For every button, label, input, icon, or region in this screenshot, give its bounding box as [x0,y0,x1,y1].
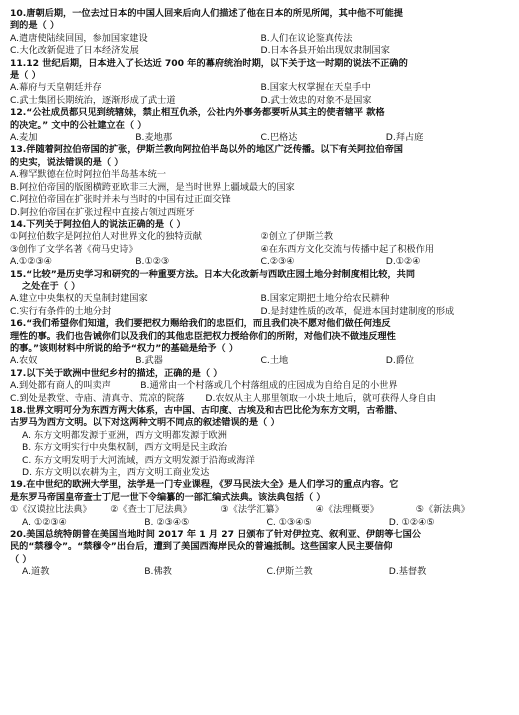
answer-b: B. ②③④⑤ [144,516,190,528]
option-d: D.日本各县开始出现奴隶制国家 [260,45,390,57]
option-b: B.通常由一个村落或几个村落组成的庄园成为自给自足的小世界 [140,380,398,392]
question-stem: 理性的事。我们也告诫你们以及我们的其他忠臣把权力授给你们的所附，对他们决不做违反理性 [10,330,396,342]
option-a: A.遣唐使陆续回国，参加国家建设 [10,32,148,44]
option-b: B.佛教 [144,566,172,578]
answer-d: D.①②④ [385,256,421,268]
question-12 [10,107,511,144]
question-14 [10,219,511,269]
option-b: B.武器 [135,355,163,367]
answer-c: C. ①③④⑤ [266,516,312,528]
option-a: A.农奴 [10,355,38,367]
option-c: C.土地 [260,355,289,367]
question-stem: 15.“比较”是历史学习和研究的一种重要方法。日本大化改新与西欧庄园土地分封制度相比较，共同 [10,268,416,280]
option-a: A.麦加 [10,132,38,144]
statement-3: ③创作了文学名著《荷马史诗》 [10,243,138,255]
statement-3: ③《法学汇纂》 [220,504,284,516]
question-stem: 18.世界文明可分为东西方两大体系，古中国、古印度、古埃及和古巴比伦为东方文明，古希腊、 [10,405,403,416]
option-a: A.幕府与天皇朝廷并存 [10,82,102,94]
question-stem: 的事。”该则材料中所说的给予“权力”的基础是给予（ ） [10,342,239,354]
statement-4: ④《法理概要》 [315,504,379,516]
option-d: D.基督教 [388,566,427,578]
option-a: A.穆罕默德在位时阿拉伯半岛基本统一 [10,169,167,181]
question-stem: 12.“公社成员都只见到统辖妹，禁止相互仇杀，公社内外事务都要听从其主的使者辖平 款格 [10,107,385,119]
question-stem: 的史实，说法错误的是（ ） [10,156,124,168]
question-stem: 是东罗马帝国皇帝查士丁尼一世下令编纂的一部汇编式法典。该法典包括（ ） [10,491,326,503]
question-17 [10,368,511,405]
question-10 [10,8,511,58]
question-stem: 14.下列关于阿拉伯人的说法正确的是（ ） [10,218,186,230]
statement-1: ①阿拉伯数字是阿拉伯人对世界文化的独特贡献 [10,231,202,243]
answer-a: A.①②③④ [10,256,52,268]
question-13 [10,144,511,218]
option-c: C. 东方文明发明于大河流域，西方文明发源于沿海或海洋 [22,454,255,466]
statement-1: ①《汉谟拉比法典》 [10,504,92,516]
question-stem: 之处在于（ ） [22,280,81,292]
option-d: D. 东方文明以农耕为主，西方文明工商业发达 [22,467,210,479]
option-a: A.道教 [22,566,50,578]
answer-c: C.②③④ [260,256,295,268]
option-c: C.大化改新促进了日本经济发展 [10,45,139,57]
question-stem: 10.唐朝后期，一位去过日本的中国人回来后向人们描述了他在日本的所见所闻，其中他不可能提 [10,8,403,19]
option-d: D.武士效忠的对象不是国家 [260,94,372,106]
option-a: A.到处都有商人的叫卖声 [10,380,111,392]
option-b: B.国家定期把土地分给农民耕种 [260,293,390,305]
option-b: B.麦地那 [135,132,173,144]
question-stem: 古罗马为西方文明。以下对这两种文明不同点的叙述错误的是（ ） [10,417,280,429]
question-stem: 是（ ） [10,70,41,82]
option-d: D.是封建性质的改革，促进本国封建制度的形成 [260,305,455,317]
question-15 [10,269,511,319]
option-a: A.建立中央集权的天皇制封建国家 [10,293,148,305]
question-stem: （ ） [10,553,32,565]
question-16 [10,318,511,368]
option-c: C.巴格达 [260,132,298,144]
option-c: C.阿拉伯帝国在扩张时并未与当时的中国有过正面交锋 [10,194,231,206]
answer-a: A. ①②③④ [22,516,67,528]
option-a: A. 东方文明都发源于亚洲，西方文明都发源于欧洲 [22,429,227,441]
option-c: C.实行有条件的土地分封 [10,305,112,317]
question-stem: 的决定。” 文中的公社建立在（ ） [10,119,147,131]
question-11 [10,58,511,108]
option-d: D.阿拉伯帝国在扩张过程中直接占领过西班牙 [10,206,195,218]
question-stem: 11.12 世纪后期，日本进入了长达近 700 年的幕府统治时期，以下关于这一时期的说法不正确的 [10,57,408,69]
option-c: C.到处是教堂、寺庙、清真寺、荒凉的院落 [10,392,185,404]
statement-5: ⑤《新法典》 [415,504,470,516]
question-18 [10,405,511,479]
question-stem: 到的是（ ） [10,20,60,32]
question-stem: 民的“禁穆令”。“禁穆令”出台后，遭到了美国西海岸民众的普遍抵制。这些国家人民主要信仰 [10,541,393,553]
statement-4: ④在东西方文化交流与传播中起了积极作用 [260,243,435,255]
question-stem: 16.“我们希望你们知道，我们要把权力赐给我们的忠臣们，而且我们决不愿对他们做任何违反 [10,318,391,330]
option-d: D.农奴从主人那里领取一小块土地后，就可获得人身自由 [205,392,436,404]
answer-b: B.①②③ [135,256,170,268]
option-b: B.人们在议论鉴真传法 [260,32,353,44]
option-d: D.爵位 [385,355,415,367]
question-19 [10,479,511,529]
statement-2: ②创立了伊斯兰教 [260,231,334,243]
option-d: D.拜占庭 [385,132,424,144]
statement-2: ②《查士丁尼法典》 [110,504,192,516]
option-b: B. 东方文明实行中央集权制，西方文明是民主政治 [22,442,228,454]
question-stem: 13.伴随着阿拉伯帝国的扩张，伊斯兰教向阿拉伯半岛以外的地区广泛传播。以下有关阿拉伯帝国 [10,144,403,156]
question-stem: 20.美国总统特朗普在美国当地时间 2017 年 1 月 27 日颁布了针对伊拉克、叙利亚、伊朗等七国公 [10,529,421,541]
option-b: B.国家大权掌握在天皇手中 [260,82,371,94]
option-c: C.伊斯兰教 [266,566,313,578]
answer-d: D. ①②④⑤ [388,516,435,528]
question-20 [10,529,511,579]
option-b: B.阿拉伯帝国的版图横跨亚欧非三大洲，是当时世界上疆域最大的国家 [10,181,295,193]
question-stem: 19.在中世纪的欧洲大学里，法学是一门专业课程，《罗马民法大全》是人们学习的重点内容。它 [10,479,399,491]
option-c: C.武士集团长期统治，逐渐形成了武士道 [10,94,176,106]
question-stem: 17.以下关于欧洲中世纪乡村的描述，正确的是（ ） [10,367,223,379]
